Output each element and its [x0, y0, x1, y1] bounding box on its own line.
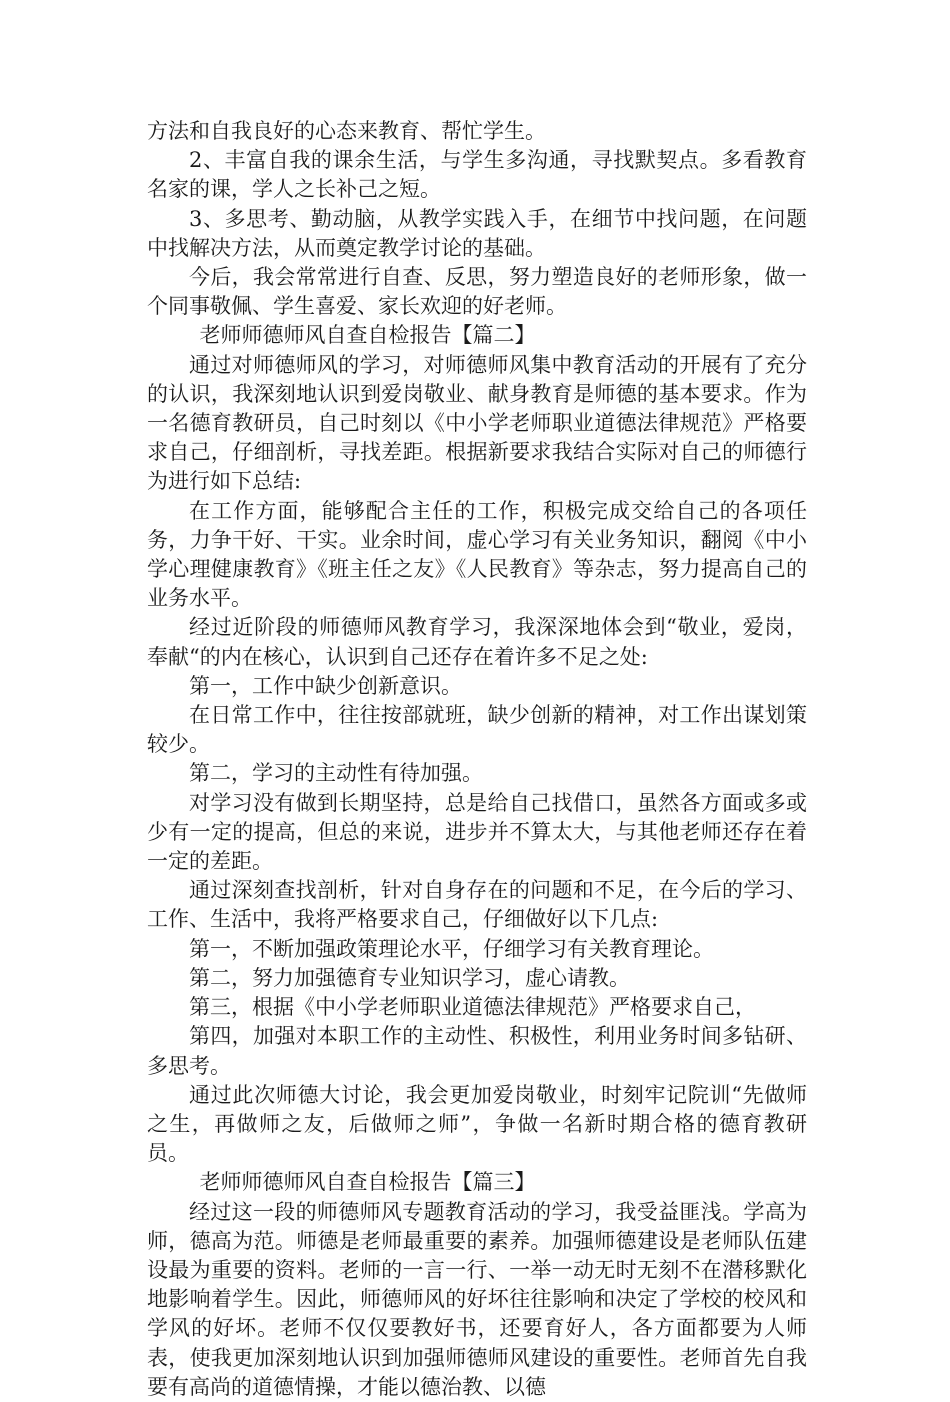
paragraph: 在日常工作中，往往按部就班，缺少创新的精神，对工作出谋划策较少。 [147, 703, 807, 757]
paragraph: 通过深刻查找剖析，针对自身存在的问题和不足，在今后的学习、工作、生活中，我将严格要求自己，仔细做好以下几点: [147, 878, 807, 932]
paragraph: 第三，根据《中小学老师职业道德法律规范》严格要求自己， [189, 995, 756, 1020]
paragraph: 第四，加强对本职工作的主动性、积极性，利用业务时间多钻研、多思考。 [147, 1024, 807, 1078]
paragraph: 对学习没有做到长期坚持，总是给自己找借口，虽然各方面或多或少有一定的提高，但总的来说，进步并不算太大，与其他老师还存在着一定的差距。 [147, 790, 807, 874]
paragraph: 3、多思考、勤动脑，从教学实践入手，在细节中找问题，在问题中找解决方法，从而奠定教学讨论的基础。 [147, 206, 807, 260]
paragraph: 方法和自我良好的心态来教育、帮忙学生。 [147, 119, 546, 143]
paragraph: 今后，我会常常进行自查、反思，努力塑造良好的老师形象，做一个同事敬佩、学生喜爱、家长欢迎的好老师。 [147, 265, 807, 319]
paragraph: 第二，努力加强德育专业知识学习，虚心请教。 [189, 965, 630, 990]
paragraph: 经过近阶段的师德师风教育学习，我深深地体会到“敬业，爱岗，奉献“的内在核心，认识到自己还存在着许多不足之处: [147, 615, 807, 669]
paragraph: 第二，学习的主动性有待加强。 [189, 761, 483, 786]
paragraph: 第一，工作中缺少创新意识。 [189, 673, 462, 698]
paragraph: 在工作方面，能够配合主任的工作，积极完成交给自己的各项任务，力争干好、干实。业余时间，虚心学习有关业务知识，翻阅《中小学心理健康教育》《班主任之友》《人民教育》等杂志，努力提高自己的业务水平。 [147, 498, 807, 611]
paragraph: 经过这一段的师德师风专题教育活动的学习，我受益匪浅。学高为师，德高为范。师德是老师最重要的素养。加强师德建设是老师队伍建设最为重要的资料。老师的一言一行、一举一动无时无刻不在潜移默化地影响着学生。因此，师德师风的好坏往往影响和决定了学校的校风和学风的好坏。老师不仅仅要教好书，还要育好人，各方面都要为人师表，使我更加深刻地认识到加强师德师风建设的重要性。老师首先自我要有高尚的道德情操，才能以德治教、以德 [147, 1199, 807, 1399]
paragraph: 第一，不断加强政策理论水平，仔细学习有关教育理论。 [189, 936, 714, 961]
document-body [147, 117, 807, 1402]
section-heading: 老师师德师风自查自检报告【篇二】 [199, 323, 536, 348]
paragraph: 2、丰富自我的课余生活，与学生多沟通，寻找默契点。多看教育名家的课，学人之长补己之短。 [147, 148, 807, 202]
paragraph: 通过此次师德大讨论，我会更加爱岗敬业，时刻牢记院训“先做师之生，再做师之友，后做师之师”，争做一名新时期合格的德育教研员。 [147, 1082, 807, 1166]
section-heading: 老师师德师风自查自检报告【篇三】 [199, 1170, 536, 1195]
paragraph: 通过对师德师风的学习，对师德师风集中教育活动的开展有了充分的认识，我深刻地认识到爱岗敬业、献身教育是师德的基本要求。作为一名德育教研员，自己时刻以《中小学老师职业道德法律规范》严格要求自己，仔细剖析，寻找差距。根据新要求我结合实际对自己的师德行为进行如下总结: [147, 352, 807, 494]
